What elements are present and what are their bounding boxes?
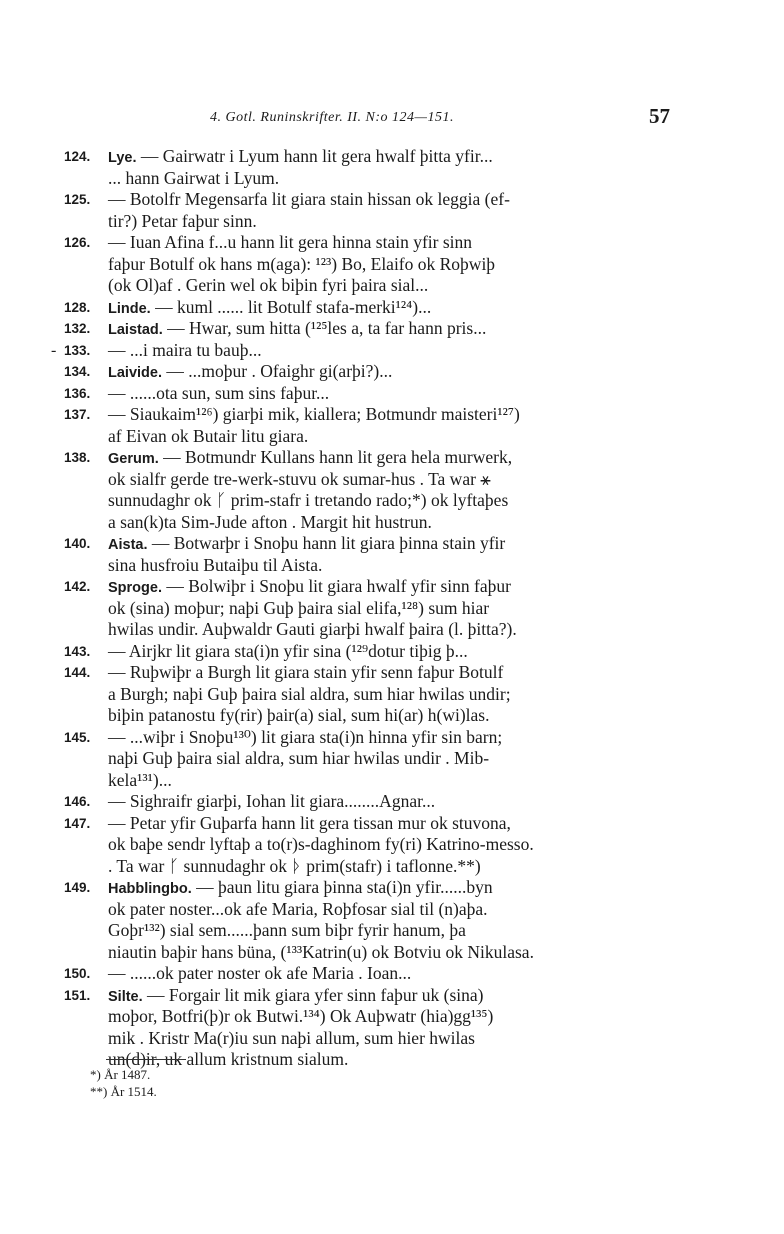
entry-text: — Petar yfir Guþarfa hann lit gera tissan mur ok stuvona, bbox=[108, 812, 511, 833]
inscription-entry bbox=[64, 877, 636, 963]
entry-text: tir?) Petar faþur sinn. bbox=[108, 210, 257, 231]
entry-text: sina husfroiu Butaiþu til Aista. bbox=[108, 554, 323, 575]
entry-text: sunnudaghr ok ᚴ prim-stafr i tretando rado;*) ok lyftaþes bbox=[108, 490, 509, 510]
entry-number: 150. bbox=[64, 966, 91, 981]
entry-first-line bbox=[64, 963, 636, 985]
entry-continuation-line bbox=[64, 426, 636, 448]
entry-text: — Hwar, sum hitta (¹²⁵les a, ta far hann pris... bbox=[167, 318, 487, 338]
inscription-entry bbox=[64, 146, 636, 189]
inscription-entry bbox=[64, 576, 636, 641]
entry-text: . Ta war ᚴ sunnudaghr ok ᚦ prim(stafr) i taflonne.**) bbox=[108, 855, 481, 876]
entry-continuation-line bbox=[64, 834, 636, 856]
entry-text: — kuml ...... lit Botulf stafa-merki¹²⁴)... bbox=[155, 296, 432, 317]
entry-place-name: Linde. bbox=[108, 300, 151, 317]
entry-number: 124. bbox=[64, 149, 91, 164]
entry-number: 126. bbox=[64, 235, 91, 250]
entry-text: — Sighraifr giarþi, Iohan lit giara........Agnar... bbox=[108, 791, 436, 811]
entry-text: ok baþe sendr lyftaþ a to(r)s-daghinom fy(ri) Katrino-messo. bbox=[108, 834, 534, 854]
entry-first-line bbox=[64, 533, 636, 555]
entry-first-line bbox=[64, 791, 636, 813]
entry-continuation-line bbox=[64, 211, 636, 233]
entry-continuation-line bbox=[64, 770, 636, 792]
entry-first-line bbox=[64, 383, 636, 405]
entry-first-line bbox=[64, 404, 636, 426]
entry-text: mik . Kristr Ma(r)iu sun naþi allum, sum hier hwilas bbox=[108, 1027, 475, 1048]
entry-continuation-line bbox=[64, 1006, 636, 1028]
entry-text: a Burgh; naþi Guþ þaira sial aldra, sum hiar hwilas undir; bbox=[108, 683, 511, 704]
entry-text: hwilas undir. Auþwaldr Gauti giarþi hwalf þaira (l. þitta?). bbox=[108, 619, 517, 639]
entry-text: — ......ota sun, sum sins faþur... bbox=[108, 382, 330, 403]
footnote: *) År 1487. bbox=[90, 1067, 151, 1082]
footnote: **) År 1514. bbox=[90, 1084, 157, 1099]
entry-first-line bbox=[64, 576, 636, 598]
entry-text: — ...moþur . Ofaighr gi(arþi?)... bbox=[166, 361, 393, 381]
page-header bbox=[110, 104, 670, 134]
entry-continuation-line bbox=[64, 1028, 636, 1050]
entry-number: 138. bbox=[64, 450, 91, 465]
entry-first-line bbox=[64, 297, 636, 319]
inscription-entry bbox=[64, 662, 636, 727]
entry-first-line bbox=[64, 985, 636, 1007]
inscription-entry bbox=[64, 318, 636, 340]
entry-text: biþin patanostu fy(rir) þair(a) sial, sum hi(ar) h(wi)las. bbox=[108, 705, 490, 725]
footnotes bbox=[90, 1066, 157, 1100]
entry-text: — Botwarþr i Snoþu hann lit giara þinna stain yfir bbox=[151, 533, 506, 553]
entry-text: naþi Guþ þaira sial aldra, sum hiar hwilas undir . Mib- bbox=[108, 748, 490, 768]
entry-text: ok pater noster...ok afe Maria, Roþfosar sial til (n)aþa. bbox=[108, 898, 488, 919]
entry-text: faþur Botulf ok hans m(aga): ¹²³) Bo, Elaifo ok Roþwiþ bbox=[108, 253, 496, 274]
running-head: 4. Gotl. Runinskrifter. II. N:o 124—151. bbox=[210, 110, 454, 125]
inscription-entry bbox=[64, 361, 636, 383]
entry-continuation-line bbox=[64, 856, 636, 878]
entry-continuation-line bbox=[64, 469, 636, 491]
entry-continuation-line bbox=[64, 705, 636, 727]
inscription-entry bbox=[64, 447, 636, 533]
inscription-entry bbox=[64, 533, 636, 576]
entry-first-line bbox=[64, 189, 636, 211]
entry-text: ok (sina) moþur; naþi Guþ þaira sial elifa,¹²⁸) sum hiar bbox=[108, 597, 490, 618]
entry-text: af Eivan ok Butair litu giara. bbox=[108, 425, 309, 446]
entry-continuation-line bbox=[64, 254, 636, 276]
entry-text: — Botmundr Kullans hann lit gera hela murwerk, bbox=[163, 447, 513, 467]
entry-number: 136. bbox=[64, 385, 91, 401]
entry-number: 142. bbox=[64, 579, 91, 594]
entry-first-line bbox=[64, 662, 636, 684]
entry-number: 145. bbox=[64, 729, 91, 745]
entry-place-name: Lye. bbox=[108, 150, 137, 166]
inscription-entry bbox=[64, 297, 636, 319]
entry-text: moþor, Botfri(þ)r ok Butwi.¹³⁴) Ok Auþwatr (hia)gg¹³⁵) bbox=[108, 1006, 494, 1026]
entry-first-line bbox=[64, 361, 636, 383]
entry-number: 144. bbox=[64, 665, 91, 680]
entry-number: 147. bbox=[64, 815, 91, 831]
entry-continuation-line bbox=[64, 684, 636, 706]
page-number: 57 bbox=[649, 104, 670, 128]
inscription-entry bbox=[64, 641, 636, 663]
entry-first-line bbox=[64, 727, 636, 749]
entry-text: — ...wiþr i Snoþu¹³⁰) lit giara sta(i)n hinna yfir sin barn; bbox=[108, 726, 503, 747]
entry-text: — Bolwiþr i Snoþu lit giara hwalf yfir sinn faþur bbox=[166, 576, 511, 596]
entry-place-name: Habblingbo. bbox=[108, 881, 192, 897]
inscription-entry bbox=[64, 383, 636, 405]
entry-text: — þaun litu giara þinna sta(i)n yfir......byn bbox=[196, 877, 493, 897]
footnote-divider bbox=[106, 1059, 186, 1060]
entry-text: un(d)ir, uk allum kristnum sialum. bbox=[108, 1049, 349, 1069]
inscription-entry bbox=[64, 189, 636, 232]
entry-first-line bbox=[64, 447, 636, 469]
entry-text: kela¹³¹)... bbox=[108, 769, 172, 790]
entry-first-line bbox=[51, 339, 636, 362]
entry-continuation-line bbox=[64, 598, 636, 620]
entry-first-line bbox=[64, 877, 636, 899]
inscription-entry bbox=[64, 232, 636, 297]
entry-number: 133. bbox=[64, 342, 91, 358]
entry-continuation-line bbox=[64, 619, 636, 641]
entry-first-line bbox=[64, 232, 636, 254]
entry-text: — ......ok pater noster ok afe Maria . Ioan... bbox=[108, 963, 412, 983]
entry-text: — Iuan Afina f...u hann lit gera hinna stain yfir sinn bbox=[108, 232, 473, 252]
entry-text: — Botolfr Megensarfa lit giara stain hissan ok leggia (ef- bbox=[108, 189, 510, 209]
entry-text: (ok Ol)af . Gerin wel ok biþin fyri þaira sial... bbox=[108, 275, 429, 295]
entry-place-name: Aista. bbox=[108, 537, 148, 553]
entry-first-line bbox=[64, 641, 636, 663]
entry-number: 125. bbox=[64, 192, 91, 207]
entry-text: ... hann Gairwat i Lyum. bbox=[108, 167, 280, 188]
entry-number: 128. bbox=[64, 299, 91, 315]
entry-text: a san(k)ta Sim-Jude afton . Margit hit hustrun. bbox=[108, 511, 432, 532]
entry-continuation-line bbox=[64, 555, 636, 577]
inscription-list bbox=[51, 146, 636, 1071]
entry-continuation-line bbox=[64, 512, 636, 534]
inscription-entry bbox=[64, 985, 636, 1071]
entry-place-name: Gerum. bbox=[108, 451, 159, 467]
inscription-entry bbox=[51, 339, 636, 362]
entry-text: — Siaukaim¹²⁶) giarþi mik, kiallera; Botmundr maisteri¹²⁷) bbox=[108, 404, 520, 424]
inscription-entry bbox=[64, 813, 636, 878]
entry-text: niautin baþir hans büna, (¹³³Katrin(u) ok Botviu ok Nikulasa. bbox=[108, 941, 534, 962]
entry-number: 132. bbox=[64, 321, 91, 336]
entry-first-line bbox=[64, 813, 636, 835]
inscription-entry bbox=[64, 791, 636, 813]
entry-number: 149. bbox=[64, 880, 91, 895]
entry-place-name: Silte. bbox=[108, 988, 143, 1005]
entry-number: 137. bbox=[64, 407, 91, 422]
entry-continuation-line bbox=[64, 275, 636, 297]
inscription-entry bbox=[64, 963, 636, 985]
entry-place-name: Laistad. bbox=[108, 322, 163, 338]
entry-continuation-line bbox=[64, 920, 636, 942]
entry-place-name: Sproge. bbox=[108, 580, 162, 596]
entry-text: — Airjkr lit giara sta(i)n yfir sina (¹²⁹dotur tiþig þ... bbox=[108, 640, 468, 661]
entry-text: — Forgair lit mik giara yfer sinn faþur uk (sina) bbox=[147, 984, 484, 1005]
entry-number: 151. bbox=[64, 987, 91, 1003]
entry-number: 143. bbox=[64, 643, 91, 659]
entry-first-line bbox=[64, 318, 636, 340]
entry-text: ok sialfr gerde tre-werk-stuvu ok sumar-hus . Ta war ⚹ bbox=[108, 468, 491, 489]
inscription-entry bbox=[64, 727, 636, 792]
entry-text: Goþr¹³²) sial sem......þann sum biþr fyrir hanum, þa bbox=[108, 920, 466, 940]
inscription-entry bbox=[64, 404, 636, 447]
entry-first-line bbox=[64, 146, 636, 168]
entry-text: — ...i maira tu bauþ... bbox=[108, 339, 262, 360]
entry-number: 140. bbox=[64, 536, 91, 551]
entry-continuation-line bbox=[64, 899, 636, 921]
entry-continuation-line bbox=[64, 490, 636, 512]
entry-number: 134. bbox=[64, 364, 91, 379]
entry-continuation-line bbox=[64, 168, 636, 190]
entry-number: 146. bbox=[64, 794, 91, 809]
entry-text: — Gairwatr i Lyum hann lit gera hwalf þitta yfir... bbox=[140, 146, 493, 166]
entry-continuation-line bbox=[64, 942, 636, 964]
entry-text: — Ruþwiþr a Burgh lit giara stain yfir senn faþur Botulf bbox=[108, 662, 504, 682]
entry-place-name: Laivide. bbox=[108, 365, 162, 381]
entry-continuation-line bbox=[64, 748, 636, 770]
margin-mark: - bbox=[51, 341, 57, 359]
